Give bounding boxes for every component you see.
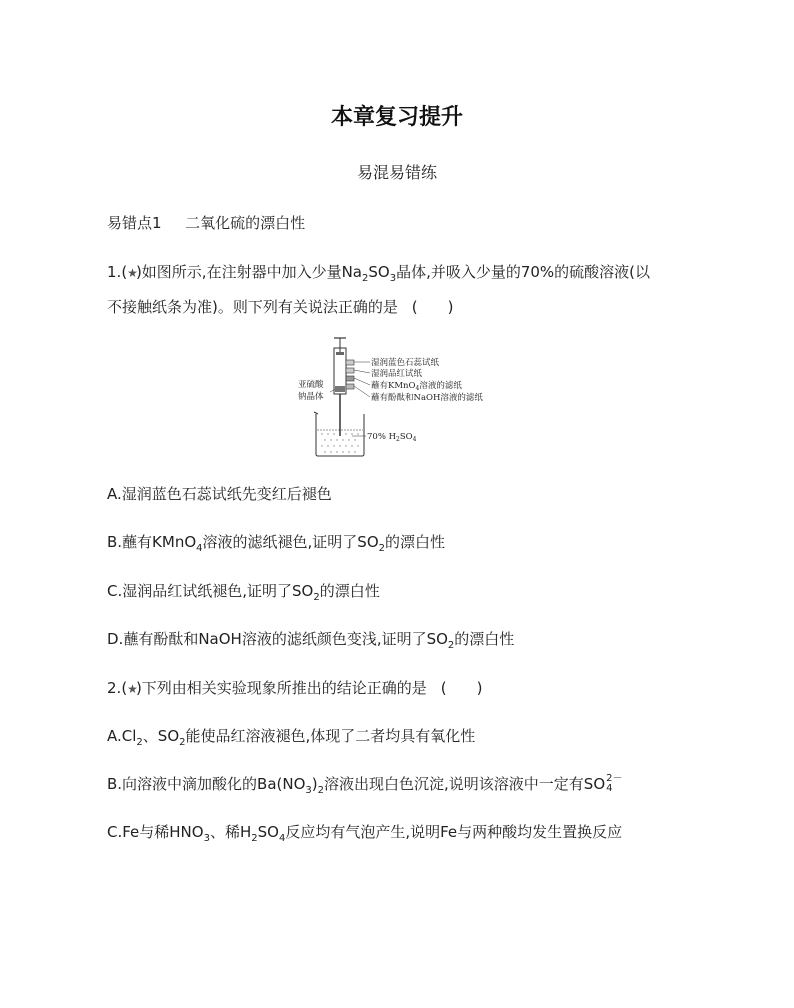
ion-charge (605, 773, 627, 794)
magenta-strip (346, 368, 354, 373)
q2-option-b[interactable] (107, 773, 627, 796)
formula-sub: 4 (196, 543, 203, 554)
naoh-paper (346, 384, 354, 389)
q1-text-a: 如图所示,在注射器中加入少量 (141, 263, 342, 281)
label-acid: 70% $H_2SO_4$ (367, 432, 417, 443)
option-text: 的漂白性 (385, 533, 446, 551)
q2-text: 下列由相关实验现象所推出的结论正确的是 (141, 679, 427, 697)
q2-option-c[interactable] (107, 821, 622, 844)
label-kmno4: 蘸有KMnO$_4$溶液的滤纸 (371, 381, 462, 392)
page-title: 本章复习提升 (330, 105, 463, 130)
formula-sub: 2 (447, 640, 455, 651)
option-text: 、稀H (209, 823, 252, 841)
option-text: 的漂白性 (454, 630, 515, 648)
formula-sub: 3 (389, 273, 397, 284)
option-text: SO (257, 823, 279, 841)
option-text: B.蘸有KMnO (107, 533, 197, 551)
section-heading (107, 212, 305, 233)
section-label: 易错点1 (107, 214, 162, 232)
ion-sup: 2－ (606, 773, 623, 784)
q1-number: 1. (107, 263, 122, 281)
label-blue-litmus: 湿润蓝色石蕊试纸 (371, 358, 440, 368)
q1-option-b[interactable] (107, 531, 445, 554)
option-text: 溶液的滤纸褪色,证明了SO (202, 533, 379, 551)
crystal (335, 386, 345, 392)
q1-text-c: 不接触纸条为准)。则下列有关说法正确的是 (107, 298, 398, 316)
formula-sub: 2 (378, 543, 386, 554)
option-text: 反应均有气泡产生,说明Fe与两种酸均发生置换反应 (285, 823, 623, 841)
apparatus-figure (290, 336, 490, 460)
answer-blank: ( ) (440, 679, 483, 697)
q1-option-d[interactable] (107, 628, 514, 651)
label-crystal-1: 亚硫酸 (298, 380, 324, 390)
q1-option-c[interactable] (107, 580, 380, 603)
option-text: 溶液出现白色沉淀,说明该溶液中一定有SO (324, 775, 606, 793)
q1-text-b: 晶体,并吸入少量的70%的硫酸溶液(以 (396, 263, 651, 281)
formula-sub: 3 (203, 833, 210, 844)
formula-sub: 4 (278, 833, 286, 844)
option-text: 能使品红溶液褪色,体现了二者均具有氧化性 (185, 727, 476, 745)
formula-sub: 2 (179, 737, 186, 748)
option-text: 、SO (142, 727, 180, 745)
formula-sub: 3 (305, 785, 312, 796)
ion-sub: 4 (606, 783, 613, 794)
label-crystal-2: 钠晶体 (298, 392, 324, 402)
formula-part: SO (368, 263, 390, 281)
section-name: 二氧化硫的漂白性 (185, 214, 306, 232)
option-text: D.蘸有酚酞和NaOH溶液的滤纸颜色变浅,证明了SO (107, 630, 448, 648)
formula-sub: 2 (313, 592, 320, 603)
formula-sub: 2 (317, 785, 325, 796)
difficulty-icon: ★ (127, 266, 136, 280)
kmno4-paper (346, 376, 354, 381)
litmus-strip (346, 360, 354, 365)
q2-stem: 2.(★)下列由相关实验现象所推出的结论正确的是 ( ) (107, 677, 492, 698)
q1-line2 (107, 296, 463, 317)
label-magenta: 湿润品红试纸 (371, 369, 423, 379)
formula-sub: 2 (362, 273, 369, 284)
label-naoh: 蘸有酚酞和NaOH溶液的滤纸 (371, 393, 483, 403)
formula-sub: 2 (136, 737, 143, 748)
option-text: ) (311, 775, 318, 793)
formula-sub: 2 (251, 833, 258, 844)
q2-number: 2. (107, 679, 122, 697)
option-text: C.Fe与稀HNO (107, 823, 204, 841)
page-subtitle: 易混易错练 (356, 163, 437, 182)
option-text: 的漂白性 (319, 582, 380, 600)
option-text: B.向溶液中滴加酸化的Ba(NO (107, 775, 306, 793)
option-text: C.湿润品红试纸褪色,证明了SO (107, 582, 314, 600)
q1-option-a[interactable]: A.湿润蓝色石蕊试纸先变红后褪色 (107, 485, 332, 503)
q2-option-a[interactable] (107, 725, 475, 748)
option-text: A.Cl (107, 727, 137, 745)
formula-part: Na (341, 263, 362, 281)
q1-line1: 1.(★)如图所示,在注射器中加入少量$Na_2SO_3$晶体,并吸入少量的70%的硫酸溶液(以 (107, 263, 651, 284)
answer-blank: ( ) (411, 298, 454, 316)
difficulty-icon: ★ (127, 682, 136, 696)
